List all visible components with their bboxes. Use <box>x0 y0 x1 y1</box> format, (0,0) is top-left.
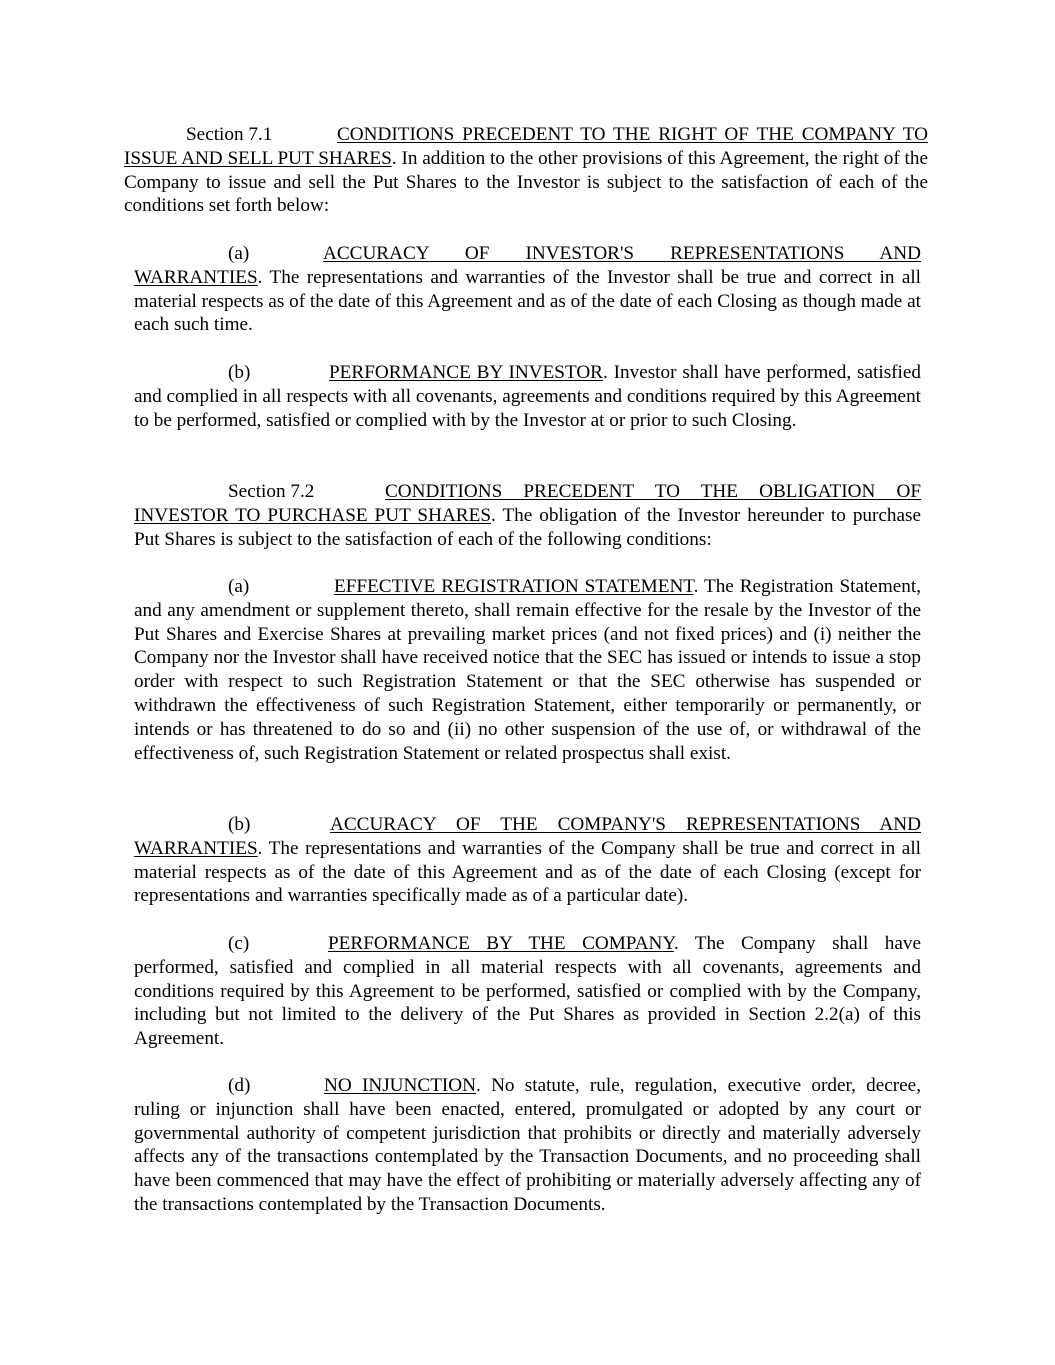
section-7-2-label: Section 7.2 <box>228 481 315 502</box>
section-7-2-item-a <box>134 575 921 765</box>
item-heading: PERFORMANCE BY THE COMPANY <box>328 933 674 954</box>
item-body: . The representations and warranties of the Company shall be true and correct in all material respects as of the date of this Agreement and as of the date of each Closing (except for representations and warranties specifically made as of a particular date). <box>134 837 921 907</box>
section-7-1-item-b <box>134 361 921 432</box>
section-7-1-item-a <box>134 242 921 337</box>
item-body: . No statute, rule, regulation, executive order, decree, ruling or injunction shall have been enacted, entered, promulgated or adopted by any court or governmental authority of competent jurisdiction that prohibits or directly and materially adversely affects any of the transactions contemplated by the Transaction Documents, and no proceeding shall have been commenced that may have the effect of prohibiting or materially adversely affecting any of the transactions contemplated by the Transaction Documents. <box>134 1075 921 1215</box>
section-7-1-label: Section 7.1 <box>186 124 273 145</box>
item-heading: PERFORMANCE BY INVESTOR <box>329 362 603 383</box>
item-marker: (a) <box>228 243 250 264</box>
section-7-2-paragraph <box>134 480 921 551</box>
item-marker: (d) <box>228 1075 251 1096</box>
item-heading: ACCURACY OF INVESTOR'S REPRESENTATIONS AND WARRANTIES <box>134 243 921 288</box>
item-marker: (b) <box>228 362 251 383</box>
section-7-1-heading: CONDITIONS PRECEDENT TO THE RIGHT OF THE COMPANY TO ISSUE AND SELL PUT SHARES <box>124 124 928 169</box>
item-marker: (a) <box>228 576 250 597</box>
item-body: . The Company shall have performed, satisfied and complied in all material respects with all covenants, agreements and conditions required by this Agreement to be performed, satisfied or complied with by the Company, including but not limited to the delivery of the Put Shares as provided in Section 2.2(a) of this Agreement. <box>134 933 922 1050</box>
section-7-1-body: . In addition to the other provisions of this Agreement, the right of the Company to issue and sell the Put Shares to the Investor is subject to the satisfaction of each of the conditions set forth below: <box>124 147 928 217</box>
item-marker: (c) <box>228 933 250 954</box>
section-7-1-paragraph <box>124 123 928 218</box>
item-body: . The representations and warranties of the Investor shall be true and correct in all material respects as of the date of this Agreement and as of the date of each Closing as though made at each such time. <box>134 266 921 336</box>
item-heading: ACCURACY OF THE COMPANY'S REPRESENTATIONS AND WARRANTIES <box>134 814 921 859</box>
section-7-2-item-c <box>134 932 921 1051</box>
section-7-2-item-b <box>134 813 921 908</box>
item-heading: EFFECTIVE REGISTRATION STATEMENT <box>334 576 694 597</box>
section-7-2-item-d <box>134 1074 921 1217</box>
item-body: . Investor shall have performed, satisfied and complied in all respects with all covenants, agreements and conditions required by this Agreement to be performed, satisfied or complied with by the Investor at or prior to such Closing. <box>134 362 921 431</box>
section-7-2-heading: CONDITIONS PRECEDENT TO THE OBLIGATION OF INVESTOR TO PURCHASE PUT SHARES <box>134 481 921 526</box>
item-heading: NO INJUNCTION <box>324 1075 477 1096</box>
section-7-2-body: . The obligation of the Investor hereunder to purchase Put Shares is subject to the satisfaction of each of the following conditions: <box>134 504 921 550</box>
item-body: . The Registration Statement, and any amendment or supplement thereto, shall remain effective for the resale by the Investor of the Put Shares and Exercise Shares at prevailing market prices (and not fixed prices) and (i) neither the Company nor the Investor shall have received notice that the SEC has issued or intends to issue a stop order with respect to such Registration Statement or that the SEC otherwise has suspended or withdrawn the effectiveness of such Registration Statement, either temporarily or permanently, or intends or has threatened to do so and (ii) no other suspension of the use of, or withdrawal of the effectiveness of, such Registration Statement or related prospectus shall exist. <box>134 576 921 764</box>
item-marker: (b) <box>228 814 251 835</box>
